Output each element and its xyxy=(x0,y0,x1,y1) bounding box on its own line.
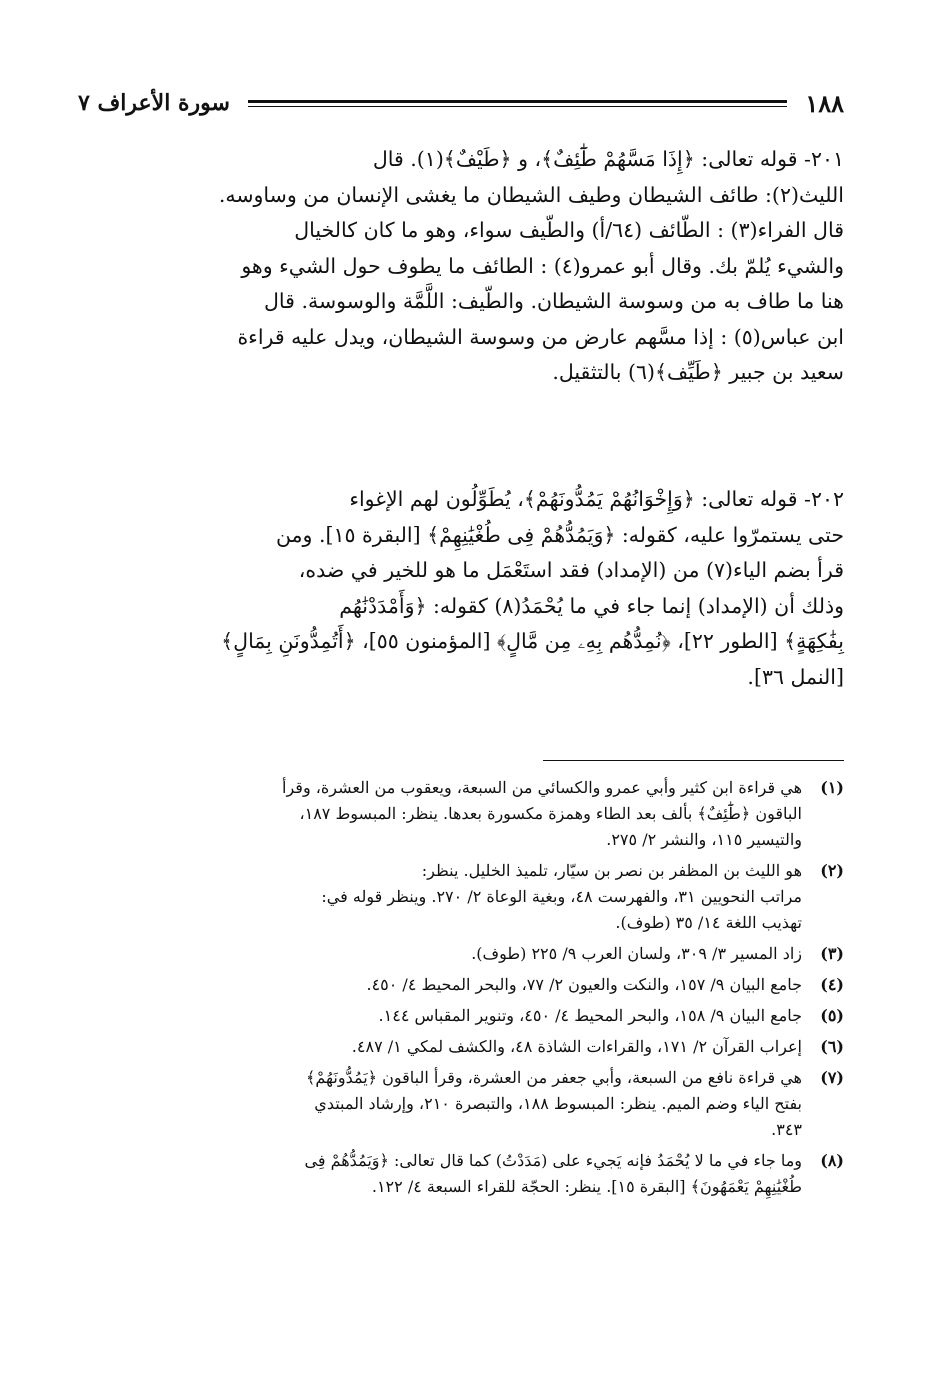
footnote xyxy=(78,858,844,936)
footnote-number: (٤) xyxy=(820,975,844,994)
surah-title: سورة الأعراف ٧ xyxy=(78,90,230,116)
page-number: ١٨٨ xyxy=(805,88,844,118)
footnote xyxy=(78,775,844,853)
footnote-line: وما جاء في ما لا يُحْمَدُ فإنه يَجيء على (مَدَدْتُ) كما قال تعالى: ﴿وَيَمُدُّهُمْ فِى xyxy=(304,1151,802,1170)
footnote xyxy=(78,1034,844,1060)
page-header xyxy=(78,86,844,120)
footnote-number: (٢) xyxy=(820,861,844,880)
text-line: وذلك أن (الإمداد) إنما جاء في ما يُحْمَدُ(٨) كقوله: ﴿وَأَمْدَدْنَٰهُم xyxy=(339,593,844,618)
footnote-separator xyxy=(543,760,844,761)
header-rule xyxy=(248,100,787,107)
footnote-line: جامع البيان ٩/ ١٥٨، والبحر المحيط ٤/ ٤٥٠، وتنوير المقباس ١٤٤. xyxy=(378,1006,802,1025)
footnote-number: (١) xyxy=(820,778,844,797)
footnote-number: (٧) xyxy=(820,1068,844,1087)
footnote-line: ٣٤٣. xyxy=(771,1120,802,1139)
text-line: ابن عباس(٥) : إذا مسَّهم عارض من وسوسة الشيطان، ويدل عليه قراءة xyxy=(237,324,844,349)
text-line: هنا ما طاف به من وسوسة الشيطان. والطّيف: اللَّمَّة والوسوسة. قال xyxy=(264,289,844,313)
text-line: سعيد بن جبير ﴿طَيِّف﴾(٦) بالتثقيل. xyxy=(552,360,844,384)
footnotes xyxy=(78,775,844,1205)
footnote-line: هي قراءة ابن كثير وأبي عمرو والكسائي من السبعة، ويعقوب من العشرة، وقرأ xyxy=(282,778,802,797)
footnote-line: والتيسير ١١٥، والنشر ٢/ ٢٧٥. xyxy=(606,830,802,849)
footnote-line: بفتح الياء وضم الميم. ينظر: المبسوط ١٨٨، والتبصرة ٢١٠، وإرشاد المبتدي xyxy=(314,1094,802,1113)
footnote-line: زاد المسير ٣/ ٣٠٩، ولسان العرب ٩/ ٢٢٥ (طوف). xyxy=(471,944,802,963)
text-line: حتى يستمرّوا عليه، كقوله: ﴿وَيَمُدُّهُمْ فِى طُغْيَٰنِهِمْ﴾ [البقرة ١٥]. ومن xyxy=(275,522,844,547)
text-line: الليث(٢): طائف الشيطان وطيف الشيطان ما يغشى الإنسان من وساوسه. xyxy=(218,182,844,207)
book-page xyxy=(78,0,844,1382)
text-line: قرأ بضم الياء(٧) من (الإمداد) فقد استَعْمَل ما هو للخير في ضده، xyxy=(298,558,844,582)
footnote-line: طُغْيَٰنِهِمْ يَعْمَهُونَ﴾ [البقرة ١٥]. ينظر: الحجّة للقراء السبعة ٤/ ١٢٢. xyxy=(371,1177,802,1196)
footnote xyxy=(78,972,844,998)
footnote-number: (٨) xyxy=(820,1151,844,1170)
footnote-number: (٦) xyxy=(820,1037,844,1056)
footnote-line: مراتب النحويين ٣١، والفهرست ٤٨، وبغية الوعاة ٢/ ٢٧٠. وينظر قوله في: xyxy=(321,887,802,906)
footnote xyxy=(78,941,844,967)
text-line: قال الفراء(٣) : الطّائف (٦٤/أ) والطّيف سواء، وهو ما كان كالخيال xyxy=(294,218,844,242)
footnote-line: هو الليث بن المظفر بن نصر بن سيّار، تلميذ الخليل. ينظر: xyxy=(421,861,802,880)
commentary-section-201 xyxy=(78,142,844,391)
footnote-line: تهذيب اللغة ١٤/ ٣٥ (طوف). xyxy=(615,913,802,932)
footnote xyxy=(78,1065,844,1143)
text-line: ٢٠١- قوله تعالى: ﴿إِذَا مَسَّهُمْ طَٰٓئِفٌ﴾، و ﴿طَيْفٌ﴾(١). قال xyxy=(372,147,844,171)
commentary-section-202 xyxy=(78,482,844,695)
text-line: [النمل ٣٦]. xyxy=(747,664,844,689)
text-line: بِفَٰكِهَةٍ﴾ [الطور ٢٢]، ﴿نُمِدُّهُم بِهِۦ مِن مَّالٍ﴾ [المؤمنون ٥٥]، ﴿أَتُمِدُّونَنِ بِمَالٍ﴾ xyxy=(221,629,844,653)
footnote-line: إعراب القرآن ٢/ ١٧١، والقراءات الشاذة ٤٨، والكشف لمكي ١/ ٤٨٧. xyxy=(351,1037,802,1056)
footnote-line: هي قراءة نافع من السبعة، وأبي جعفر من العشرة، وقرأ الباقون ﴿يَمُدُّونَهُمْ﴾ xyxy=(306,1068,802,1087)
footnote-number: (٥) xyxy=(820,1006,844,1025)
text-line: ٢٠٢- قوله تعالى: ﴿وَإِخْوَانُهُمْ يَمُدُّونَهُمْ﴾، يُطَوِّلُون لهم الإغواء xyxy=(349,487,844,511)
footnote-number: (٣) xyxy=(820,944,844,963)
footnote-line: جامع البيان ٩/ ١٥٧، والنكت والعيون ٢/ ٧٧، والبحر المحيط ٤/ ٤٥٠. xyxy=(366,975,802,994)
footnote-line: الباقون ﴿طَٰٓئِفٌ﴾ بألف بعد الطاء وهمزة مكسورة بعدها. ينظر: المبسوط ١٨٧، xyxy=(299,804,802,823)
text-line: والشيء يُلمّ بك. وقال أبو عمرو(٤) : الطائف ما يطوف حول الشيء وهو xyxy=(241,253,844,278)
footnote xyxy=(78,1148,844,1200)
footnote xyxy=(78,1003,844,1029)
